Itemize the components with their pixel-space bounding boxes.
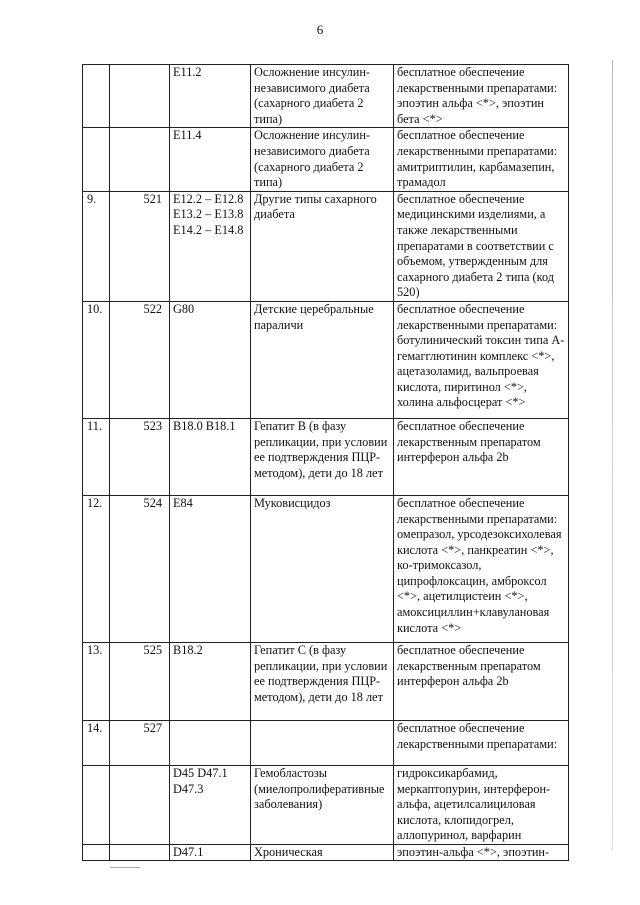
disease-name — [251, 720, 394, 765]
table-row — [83, 301, 569, 418]
disease-name: Муковисцидоз — [251, 495, 394, 642]
icd-code: E11.4 — [170, 128, 251, 191]
row-number — [83, 844, 110, 861]
row-number: 12. — [83, 495, 110, 642]
model-code: 523 — [110, 418, 170, 495]
disease-name: Детские церебральные параличи — [251, 301, 394, 418]
icd-code: G80 — [170, 301, 251, 418]
row-number: 9. — [83, 191, 110, 301]
table-row — [83, 191, 569, 301]
icd-code: D47.1 — [170, 844, 251, 861]
page-number: 6 — [316, 22, 324, 37]
treatment-description: бесплатное обеспечение медицинскими изделиями, а также лекарственными препаратами в соответствии с объемом, утвержденным для сахарного диабета 2 типа (код 520) — [394, 191, 569, 301]
row-number — [83, 65, 110, 128]
icd-code: E11.2 — [170, 65, 251, 128]
disease-name: Осложнение инсулин-независимого диабета (сахарного диабета 2 типа) — [251, 128, 394, 191]
treatment-description: бесплатное обеспечение лекарственными препаратами: ботулинический токсин типа А-гемагглютинин комплекс <*>, ацетазоламид, вальпроевая кислота, пиритинол <*>, холина альфосцерат <*> — [394, 301, 569, 418]
row-number: 14. — [83, 720, 110, 765]
treatment-description: бесплатное обеспечение лекарственными препаратами: омепразол, урсодезоксихолевая кислота <*>, панкреатин <*>, ко-тримоксазол, ципрофлоксацин, амброксол <*>, ацетилцистеин <*>, амоксициллин+клавулановая кислота <*> — [394, 495, 569, 642]
model-code — [110, 765, 170, 844]
row-number: 11. — [83, 418, 110, 495]
table-row — [83, 765, 569, 844]
row-number — [83, 765, 110, 844]
icd-code — [170, 720, 251, 765]
icd-code: E84 — [170, 495, 251, 642]
model-code: 522 — [110, 301, 170, 418]
icd-code: E12.2 – E12.8 E13.2 – E13.8 E14.2 – E14.8 — [170, 191, 251, 301]
table-row — [83, 844, 569, 861]
treatment-description: гидроксикарбамид, меркаптопурин, интерферон-альфа, ацетилсалициловая кислота, клопидогрел, аллопуринол, варфарин — [394, 765, 569, 844]
treatment-description: эпоэтин-альфа <*>, эпоэтин- — [394, 844, 569, 861]
model-code — [110, 65, 170, 128]
row-number — [83, 128, 110, 191]
model-code: 525 — [110, 642, 170, 720]
model-code — [110, 128, 170, 191]
treatment-description: бесплатное обеспечение лекарственными препаратами: амитриптилин, карбамазепин, трамадол — [394, 128, 569, 191]
treatment-description: бесплатное обеспечение лекарственными препаратами: — [394, 720, 569, 765]
disease-name: Гепатит В (в фазу репликации, при условии ее подтверждения ПЦР-методом), дети до 18 лет — [251, 418, 394, 495]
treatment-description: бесплатное обеспечение лекарственным препаратом интерферон альфа 2b — [394, 418, 569, 495]
table-row — [83, 65, 569, 128]
table-row — [83, 495, 569, 642]
row-number: 10. — [83, 301, 110, 418]
model-code: 527 — [110, 720, 170, 765]
model-code: 521 — [110, 191, 170, 301]
model-code — [110, 844, 170, 861]
icd-code: B18.0 B18.1 — [170, 418, 251, 495]
model-code: 524 — [110, 495, 170, 642]
treatment-description: бесплатное обеспечение лекарственным препаратом интерферон альфа 2b — [394, 642, 569, 720]
icd-code: D45 D47.1 D47.3 — [170, 765, 251, 844]
disease-name: Хроническая — [251, 844, 394, 861]
icd-code: B18.2 — [170, 642, 251, 720]
row-number: 13. — [83, 642, 110, 720]
table-row — [83, 642, 569, 720]
disease-name: Осложнение инсулин-независимого диабета (сахарного диабета 2 типа) — [251, 65, 394, 128]
disease-name: Гепатит С (в фазу репликации, при условии ее подтверждения ПЦР-методом), дети до 18 лет — [251, 642, 394, 720]
treatment-description: бесплатное обеспечение лекарственными препаратами: эпоэтин альфа <*>, эпоэтин бета <*> — [394, 65, 569, 128]
table-row — [83, 720, 569, 765]
table-row — [83, 128, 569, 191]
table-row — [83, 418, 569, 495]
services-table — [82, 64, 569, 861]
scan-edge-line — [612, 60, 613, 850]
disease-name: Гемобластозы (миелопролиферативные заболевания) — [251, 765, 394, 844]
disease-name: Другие типы сахарного диабета — [251, 191, 394, 301]
scan-mark — [110, 867, 140, 868]
